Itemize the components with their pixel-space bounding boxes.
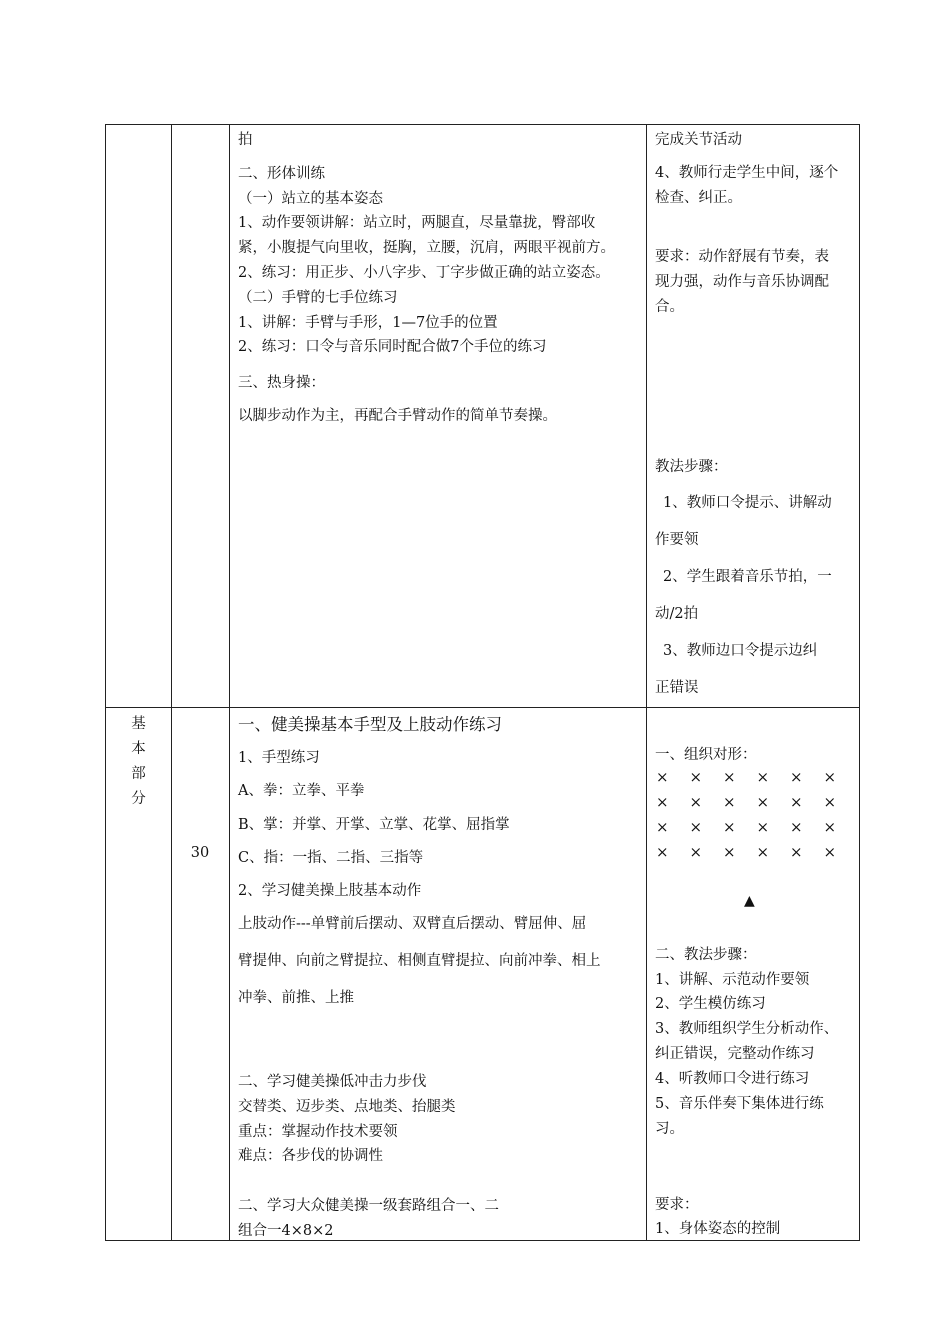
text-line: 二、教法步骤： (655, 947, 757, 963)
text-line: 4、听教师口令进行练习 (655, 1071, 810, 1087)
text-line: 一、组织对形： (655, 747, 757, 763)
student-mark: × (790, 843, 803, 861)
row-divider (106, 707, 859, 708)
section-heading: 一、健美操基本手型及上肢动作练习 (238, 715, 502, 734)
text-line: 组合一4×8×2 (238, 1223, 334, 1239)
formation-row (656, 843, 857, 861)
student-mark: × (756, 843, 770, 861)
text-line: 紧，小腹提气向里收，挺胸，立腰，沉肩，两眼平视前方。 (238, 240, 615, 256)
lesson-plan-table (105, 124, 860, 1241)
text-line: 1、手型练习 (238, 750, 320, 766)
text-line: 二、形体训练 (238, 166, 325, 182)
section-label-char: 分 (131, 791, 146, 807)
text-line: （一）站立的基本姿态 (238, 191, 383, 207)
text-line: 4、教师行走学生中间，逐个 (655, 165, 839, 181)
text-line: A、拳：立拳、平拳 (238, 783, 365, 799)
text-line: 1、动作要领讲解：站立时，两腿直，尽量靠拢，臀部收 (238, 215, 596, 231)
student-mark: × (790, 793, 803, 811)
student-mark: × (689, 843, 703, 861)
text-line: 拍 (238, 132, 253, 148)
formation-row (656, 793, 857, 811)
text-line: 合。 (655, 299, 684, 315)
student-mark: × (756, 768, 770, 786)
student-mark: × (823, 818, 837, 836)
text-line: 1、身体姿态的控制 (655, 1221, 781, 1237)
text-line: 难点：各步伐的协调性 (238, 1148, 383, 1164)
column-divider-2 (229, 125, 230, 1240)
formation-row (656, 818, 857, 836)
text-line: 上肢动作---单臂前后摆动、双臂直后摆动、臂屈伸、屈 (238, 916, 587, 932)
student-mark: × (823, 843, 837, 861)
text-line: 冲拳、前推、上推 (238, 990, 354, 1006)
student-mark: × (756, 818, 770, 836)
student-mark: × (823, 768, 837, 786)
text-line: 二、学习大众健美操一级套路组合一、二 (238, 1198, 499, 1214)
text-line: 教法步骤： (655, 459, 728, 475)
text-line: 现力强，动作与音乐协调配 (655, 274, 829, 290)
text-line: 臂提伸、向前之臂提拉、相侧直臂提拉、向前冲拳、相上 (238, 953, 601, 969)
text-line: 5、音乐伴奏下集体进行练 (655, 1096, 824, 1112)
text-line: 3、教师边口令提示边纠 (663, 643, 818, 659)
student-mark: × (723, 768, 736, 786)
formation-row (656, 768, 857, 786)
text-line: 1、讲解：手臂与手形，1—7位手的位置 (238, 315, 498, 331)
student-mark: × (723, 818, 736, 836)
text-line: 2、练习：口令与音乐同时配合做7个手位的练习 (238, 339, 547, 355)
student-mark: × (689, 818, 703, 836)
text-line: 交替类、迈步类、点地类、抬腿类 (238, 1099, 456, 1115)
student-mark: × (656, 843, 669, 861)
text-line: 1、讲解、示范动作要领 (655, 972, 810, 988)
teacher-position-icon: ▲ (744, 893, 755, 909)
student-mark: × (656, 818, 669, 836)
text-line: 要求： (655, 1197, 699, 1213)
student-mark: × (723, 843, 736, 861)
text-line: 2、学生跟着音乐节拍，一 (663, 569, 832, 585)
section-label-char: 部 (131, 766, 146, 782)
text-line: 重点：掌握动作技术要领 (238, 1124, 398, 1140)
text-line: 二、学习健美操低冲击力步伐 (238, 1074, 427, 1090)
text-line: 作要领 (655, 532, 699, 548)
text-line: 动/2拍 (655, 606, 699, 622)
student-mark: × (790, 768, 803, 786)
text-line: 三、热身操： (238, 375, 325, 391)
section-label-char: 本 (131, 741, 146, 757)
text-line: 2、练习：用正步、小八字步、丁字步做正确的站立姿态。 (238, 265, 610, 281)
section-label-char: 基 (131, 716, 146, 732)
student-mark: × (790, 818, 803, 836)
column-divider-3 (646, 125, 647, 1240)
text-line: C、指：一指、二指、三指等 (238, 850, 424, 866)
student-mark: × (723, 793, 736, 811)
text-line: （二）手臂的七手位练习 (238, 290, 398, 306)
text-line: 习。 (655, 1121, 684, 1137)
student-mark: × (689, 768, 703, 786)
student-mark: × (656, 768, 669, 786)
student-mark: × (689, 793, 703, 811)
text-line: 要求：动作舒展有节奏，表 (655, 249, 829, 265)
text-line: 2、学习健美操上肢基本动作 (238, 883, 422, 899)
text-line: 3、教师组织学生分析动作、 (655, 1021, 839, 1037)
text-line: 以脚步动作为主，再配合手臂动作的简单节奏操。 (238, 408, 557, 424)
text-line: 正错误 (655, 680, 699, 696)
student-mark: × (756, 793, 770, 811)
student-mark: × (823, 793, 837, 811)
student-mark: × (656, 793, 669, 811)
text-line: 纠正错误，完整动作练习 (655, 1046, 815, 1062)
text-line: 完成关节活动 (655, 132, 742, 148)
text-line: 检查、纠正。 (655, 190, 742, 206)
text-line: 1、教师口令提示、讲解动 (663, 495, 832, 511)
text-line: B、掌：并掌、开掌、立掌、花掌、屈指掌 (238, 817, 510, 833)
column-divider-1 (171, 125, 172, 1240)
duration-value: 30 (190, 845, 210, 861)
text-line: 2、学生模仿练习 (655, 996, 766, 1012)
